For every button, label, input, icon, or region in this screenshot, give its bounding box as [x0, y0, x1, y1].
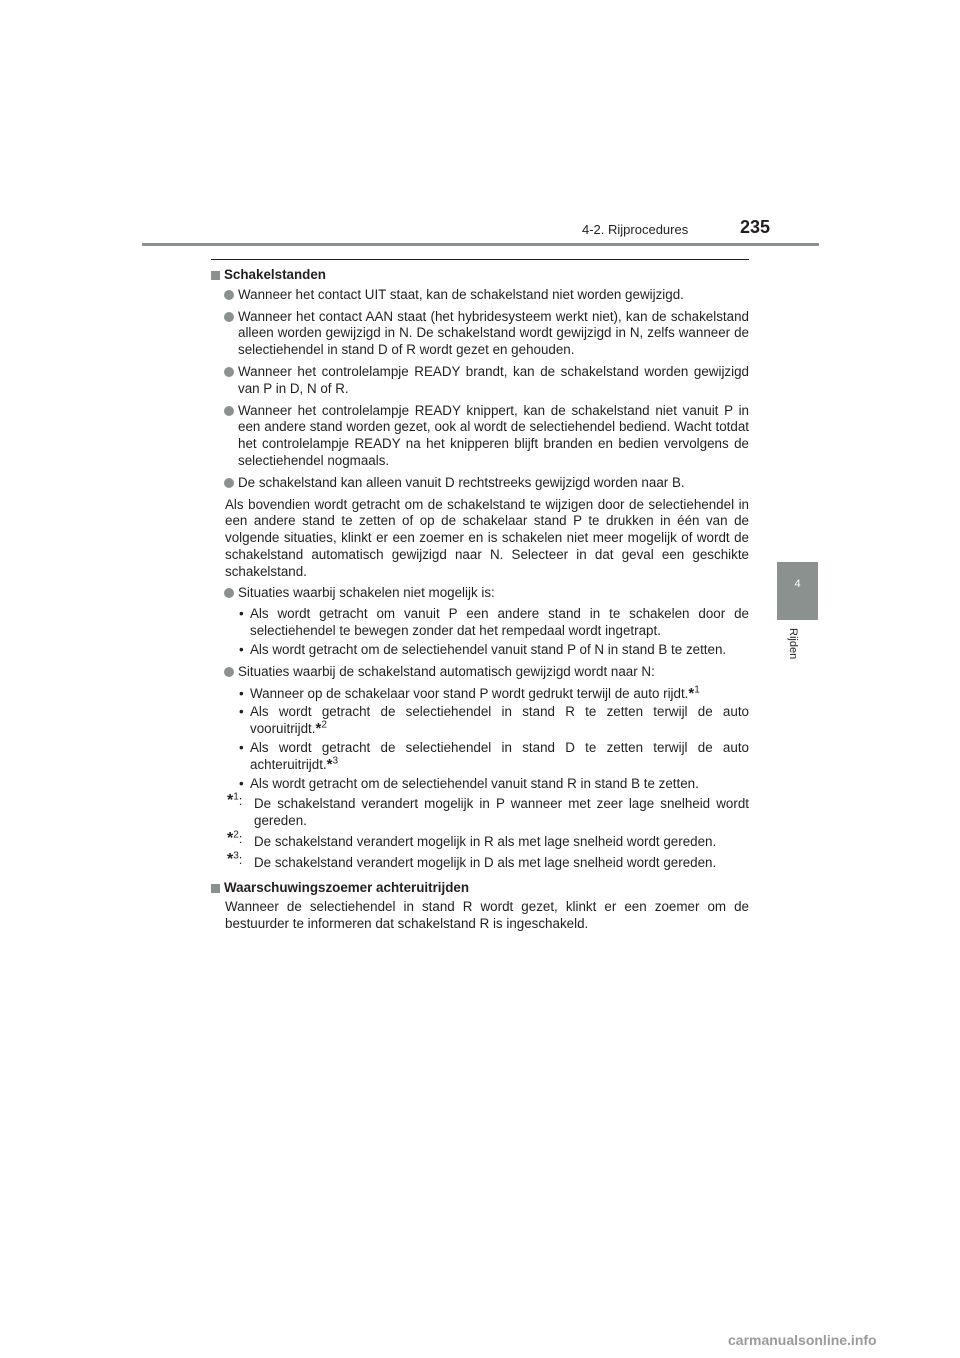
- bullet-item: [211, 309, 749, 359]
- sub-item-text: Als wordt getracht om vanuit P een andere stand in te schakelen door de selectiehendel te bewegen zonder dat het rempedaal wordt ingetrapt.: [250, 606, 749, 639]
- page-content: [211, 263, 749, 937]
- footnote-text: De schakelstand verandert mogelijk in D als met lage snelheid wordt gereden.: [254, 854, 717, 870]
- bullet-text: Situaties waarbij de schakelstand automatisch gewijzigd wordt naar N:: [238, 663, 655, 679]
- circle-bullet-icon: [224, 667, 234, 677]
- bullet-item: [211, 287, 749, 304]
- bullet-item: [211, 364, 749, 398]
- page-header: [0, 0, 960, 250]
- sub-item: • Wanneer op de schakelaar voor stand P wordt gedrukt terwijl de auto rijdt.*$^1$: [239, 684, 700, 702]
- sub-item-text: Als wordt getracht de selectiehendel in stand D te zetten terwijl de auto achteruitrijdt.: [250, 739, 749, 772]
- footnote-ref: 1: [694, 684, 700, 696]
- circle-bullet-icon: [224, 478, 234, 488]
- footnote-number: 1: [233, 791, 239, 803]
- section-heading: [211, 880, 749, 897]
- footnote: *$^3$: De schakelstand verandert mogelijk in D als met lage snelheid wordt gereden.: [227, 850, 717, 870]
- bullet-text: Wanneer het controlelampje READY knippert, kan de schakelstand niet vanuit P in een andere stand worden gezet, ook al wordt de selectiehendel bediend. Wacht totdat het controlelampje READY na het knipperen blijft branden en bedien vervolgens de selectiehendel nogmaals.: [238, 402, 749, 468]
- footnote-number: 3: [233, 850, 239, 862]
- circle-bullet-icon: [224, 367, 234, 377]
- footnote: *$^1$: De schakelstand verandert mogelijk in P wanneer met zeer lage snelheid wordt gereden.: [227, 791, 749, 829]
- bullet-item: [211, 475, 749, 492]
- chapter-number: 4: [794, 578, 801, 590]
- sub-item: • Als wordt getracht om de selectiehendel vanuit stand P of N in stand B te zetten.: [239, 641, 727, 657]
- sub-item: • Als wordt getracht de selectiehendel in stand D te zetten terwijl de auto achteruitrijdt.*$^3$: [239, 739, 749, 773]
- footnote-star: *: [326, 755, 333, 773]
- square-bullet-icon: [211, 271, 220, 280]
- circle-bullet-icon: [224, 290, 234, 300]
- circle-bullet-icon: [224, 312, 234, 322]
- footnote-number: 2: [233, 829, 239, 841]
- footnote-text: De schakelstand verandert mogelijk in P wanneer met zeer lage snelheid wordt gereden.: [254, 796, 749, 829]
- bullet-text: Wanneer het contact UIT staat, kan de schakelstand niet worden gewijzigd.: [238, 286, 684, 302]
- bullet-item: [211, 664, 749, 681]
- page-number: 235: [740, 217, 771, 237]
- circle-bullet-icon: [224, 406, 234, 416]
- circle-bullet-icon: [224, 588, 234, 598]
- bullet-text: Situaties waarbij schakelen niet mogelijk is:: [238, 584, 495, 600]
- watermark: carmanualsonline.info: [728, 1332, 877, 1348]
- footnote-star: *: [688, 684, 695, 702]
- sub-item: • Als wordt getracht de selectiehendel in stand R te zetten terwijl de auto vooruitrijdt.*$^2$: [239, 704, 749, 738]
- chapter-label: Rijden: [787, 628, 799, 660]
- chapter-tab: [777, 562, 818, 620]
- header-rule: [142, 243, 819, 246]
- paragraph: Als bovendien wordt getracht om de schakelstand te wijzigen door de selectiehendel in een andere stand te zetten of op de schakelaar stand P te drukken in één van de volgende situaties, klinkt er een zoemer en is schakelen niet meer mogelijk of wordt de schakelstand automatisch gewijzigd naar N. Selecteer in dat geval een geschikte schakelstand.: [225, 496, 749, 579]
- paragraph: Wanneer de selectiehendel in stand R wordt gezet, klinkt er een zoemer om de bestuurder te informeren dat schakelstand R is ingeschakeld.: [225, 899, 749, 932]
- sub-item-text: Als wordt getracht om de selectiehendel vanuit stand R in stand B te zetten.: [250, 775, 699, 791]
- footnote-text: De schakelstand verandert mogelijk in R als met lage snelheid wordt gereden.: [254, 833, 717, 849]
- bullet-text: Wanneer het controlelampje READY brandt, kan de schakelstand worden gewijzigd van P in D, N of R.: [238, 363, 749, 396]
- sub-item-text: Als wordt getracht de selectiehendel in stand R te zetten terwijl de auto vooruitrijdt.: [250, 704, 749, 737]
- heading-text: Schakelstanden: [224, 267, 326, 282]
- sub-item-text: Wanneer op de schakelaar voor stand P wordt gedrukt terwijl de auto rijdt.: [250, 685, 689, 701]
- bullet-item: [211, 585, 749, 602]
- sub-item: • Als wordt getracht om vanuit P een andere stand in te schakelen door de selectiehendel te bewegen zonder dat het rempedaal wordt ingetrapt.: [239, 606, 749, 639]
- footnote-ref: 2: [321, 719, 327, 731]
- bullet-text: Wanneer het contact AAN staat (het hybridesysteem werkt niet), kan de schakelstand alleen worden gewijzigd in N. De schakelstand wordt gewijzigd in N, zelfs wanneer de selectiehendel in stand D of R wordt gezet en gehouden.: [238, 308, 749, 358]
- footnote: *$^2$: De schakelstand verandert mogelijk in R als met lage snelheid wordt gereden.: [227, 829, 717, 849]
- heading-text: Waarschuwingszoemer achteruitrijden: [224, 879, 470, 895]
- section-title: 4-2. Rijprocedures: [582, 222, 689, 237]
- section-heading: [211, 267, 749, 284]
- footnote-ref: 3: [332, 755, 339, 767]
- sub-item: • Als wordt getracht om de selectiehendel vanuit stand R in stand B te zetten.: [239, 775, 699, 791]
- footnote-star: *: [315, 720, 322, 738]
- content-rule: [211, 259, 749, 260]
- bullet-item: [211, 403, 749, 470]
- square-bullet-icon: [211, 884, 220, 893]
- bullet-text: De schakelstand kan alleen vanuit D rechtstreeks gewijzigd worden naar B.: [238, 474, 685, 490]
- sub-item-text: Als wordt getracht om de selectiehendel vanuit stand P of N in stand B te zetten.: [250, 641, 727, 657]
